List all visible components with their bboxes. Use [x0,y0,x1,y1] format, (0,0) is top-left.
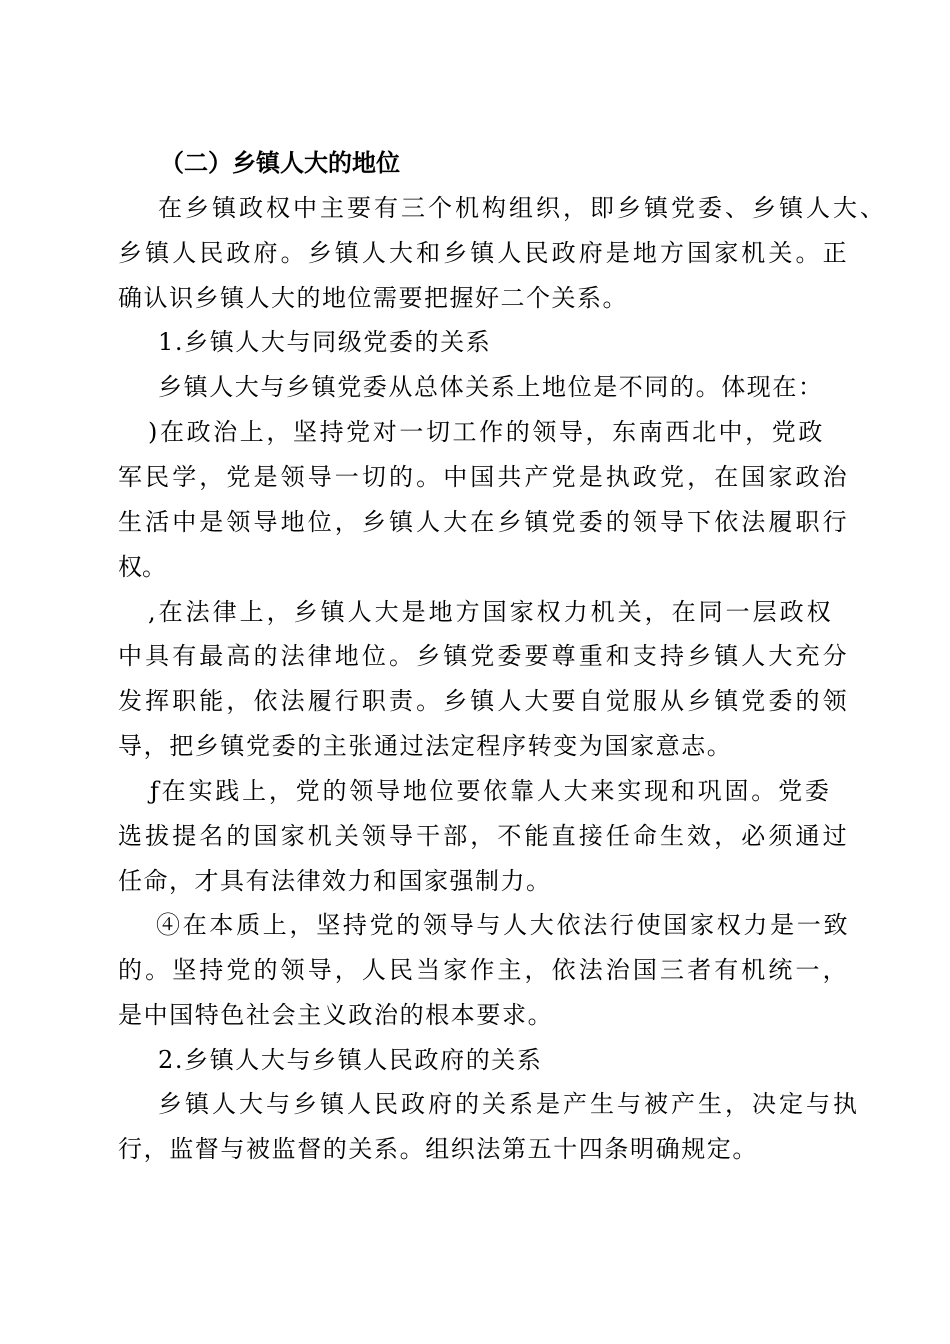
paragraph-line: 的。坚持党的领导，人民当家作主，依法治国三者有机统一， [118,956,850,984]
paragraph-line: 生活中是领导地位，乡镇人大在乡镇党委的领导下依法履职行 [118,508,850,536]
paragraph-line: 乡镇人民政府。乡镇人大和乡镇人民政府是地方国家机关。正 [118,239,850,267]
paragraph-line: 乡镇人大与乡镇党委从总体关系上地位是不同的。体现在： [158,373,824,401]
paragraph-line: )在政治上，坚持党对一切工作的领导，东南西北中，党政 [148,418,825,446]
paragraph-line: 选拔提名的国家机关领导干部，不能直接任命生效，必须通过 [118,822,850,850]
paragraph-line: 发挥职能，依法履行职责。乡镇人大要自觉服从乡镇党委的领 [118,687,850,715]
paragraph-line: ,在法律上，乡镇人大是地方国家权力机关，在同一层政权 [148,598,834,626]
paragraph-line: 在乡镇政权中主要有三个机构组织，即乡镇党委、乡镇人大、 [158,194,887,222]
paragraph-line: 导，把乡镇党委的主张通过法定程序转变为国家意志。 [118,732,733,760]
section-heading: （二）乡镇人大的地位 [160,148,400,177]
paragraph-line: 中具有最高的法律地位。乡镇党委要尊重和支持乡镇人大充分 [118,642,850,670]
paragraph-line: ④在本质上，坚持党的领导与人大依法行使国家权力是一致 [156,911,851,939]
paragraph-line: ƒ在实践上，党的领导地位要依靠人大来实现和巩固。党委 [150,777,832,805]
paragraph-line: 行，监督与被监督的关系。组织法第五十四条明确规定。 [118,1135,758,1163]
paragraph-line: 权。 [118,553,166,581]
subheading-line: 1.乡镇人大与同级党委的关系 [158,328,492,356]
paragraph-line: 是中国特色社会主义政治的根本要求。 [118,1001,554,1029]
paragraph-line: 任命，才具有法律效力和国家强制力。 [118,867,552,895]
subheading-line: 2.乡镇人大与乡镇人民政府的关系 [158,1046,543,1074]
paragraph-line: 乡镇人大与乡镇人民政府的关系是产生与被产生，决定与执 [158,1090,860,1118]
paragraph-line: 军民学，党是领导一切的。中国共产党是执政党，在国家政治 [118,463,850,491]
paragraph-line: 确认识乡镇人大的地位需要把握好二个关系。 [118,284,628,312]
